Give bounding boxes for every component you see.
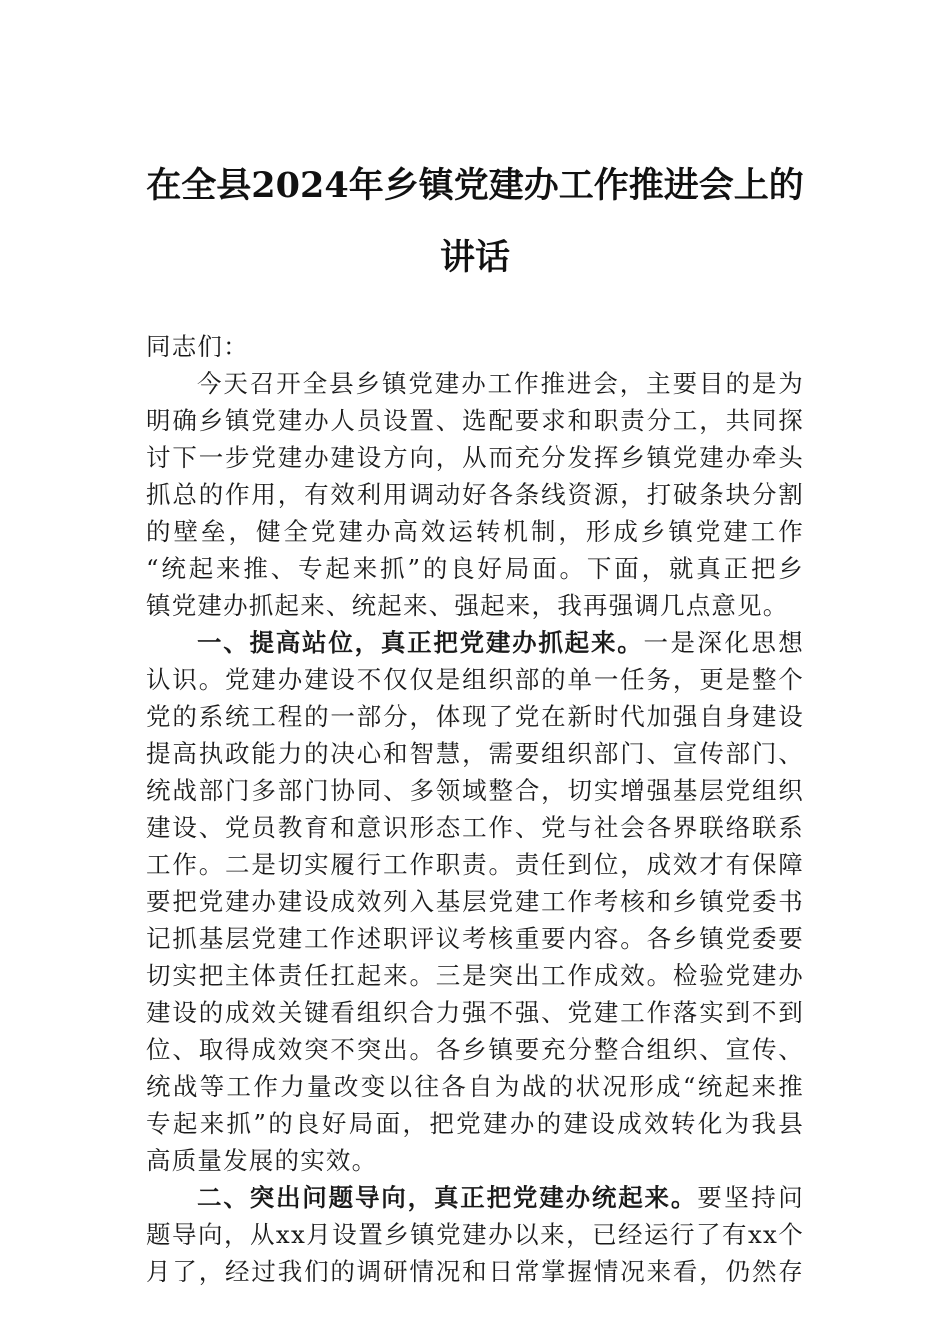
section-1-line: 建设、党员教育和意识形态工作、党与社会各界联络联系 xyxy=(146,813,804,842)
salutation: 同志们： xyxy=(146,332,249,361)
section-1-line: 高质量发展的实效。 xyxy=(146,1146,378,1175)
section-1-line: 提高执政能力的决心和智慧，需要组织部门、宣传部门、 xyxy=(146,739,804,768)
section-1-first-line-text: 一是深化思想 xyxy=(643,628,805,657)
section-1-line: 统战等工作力量改变以往各自为战的状况形成“统起来推 xyxy=(146,1072,804,1101)
section-1-line: 建设的成效关键看组织合力强不强、党建工作落实到不到 xyxy=(146,998,804,1027)
section-1-line: 位、取得成效突不突出。各乡镇要充分整合组织、宣传、 xyxy=(146,1035,804,1064)
intro-line: 明确乡镇党建办人员设置、选配要求和职责分工，共同探 xyxy=(146,406,804,435)
section-1-line: 统战部门多部门协同、多领域整合，切实增强基层党组织 xyxy=(146,776,804,805)
section-1-line: 专起来抓”的良好局面，把党建办的建设成效转化为我县 xyxy=(146,1109,804,1138)
section-2-first-line xyxy=(146,1179,804,1216)
intro-line: “统起来推、专起来抓”的良好局面。下面，就真正把乡 xyxy=(146,554,804,583)
section-2-line: 题导向，从xx月设置乡镇党建办以来，已经运行了有xx个 xyxy=(146,1220,804,1249)
title-line-1: 在全县2024年乡镇党建办工作推进会上的 xyxy=(146,165,804,206)
section-2-heading: 二、突出问题导向，真正把党建办统起来。 xyxy=(197,1183,698,1212)
section-1-line: 要把党建办建设成效列入基层党建工作考核和乡镇党委书 xyxy=(146,887,804,916)
document-title xyxy=(146,150,804,294)
title-line-2: 讲话 xyxy=(439,237,510,278)
intro-line: 镇党建办抓起来、统起来、强起来，我再强调几点意见。 xyxy=(146,591,789,620)
intro-line: 的壁垒，健全党建办高效运转机制，形成乡镇党建工作 xyxy=(146,517,804,546)
section-1-line: 认识。党建办建设不仅仅是组织部的单一任务，更是整个 xyxy=(146,665,804,694)
intro-line: 今天召开全县乡镇党建办工作推进会，主要目的是为 xyxy=(197,369,804,398)
section-2-line: 月了，经过我们的调研情况和日常掌握情况来看，仍然存 xyxy=(146,1257,804,1286)
intro-paragraph xyxy=(146,365,804,624)
section-1-line: 记抓基层党建工作述职评议考核重要内容。各乡镇党委要 xyxy=(146,924,804,953)
intro-line: 讨下一步党建办建设方向，从而充分发挥乡镇党建办牵头 xyxy=(146,443,804,472)
section-1-first-line xyxy=(146,624,804,661)
section-1-line: 切实把主体责任扛起来。三是突出工作成效。检验党建办 xyxy=(146,961,804,990)
section-1-line: 党的系统工程的一部分，体现了党在新时代加强自身建设 xyxy=(146,702,804,731)
section-1-paragraph xyxy=(146,624,804,1179)
intro-line: 抓总的作用，有效利用调动好各条线资源，打破条块分割 xyxy=(146,480,804,509)
document-page xyxy=(146,150,804,1290)
section-1-line: 工作。二是切实履行工作职责。责任到位，成效才有保障 xyxy=(146,850,804,879)
section-2-paragraph xyxy=(146,1179,804,1290)
section-1-heading: 一、提高站位，真正把党建办抓起来。 xyxy=(197,628,644,657)
section-2-first-line-text: 要坚持问 xyxy=(697,1183,804,1212)
